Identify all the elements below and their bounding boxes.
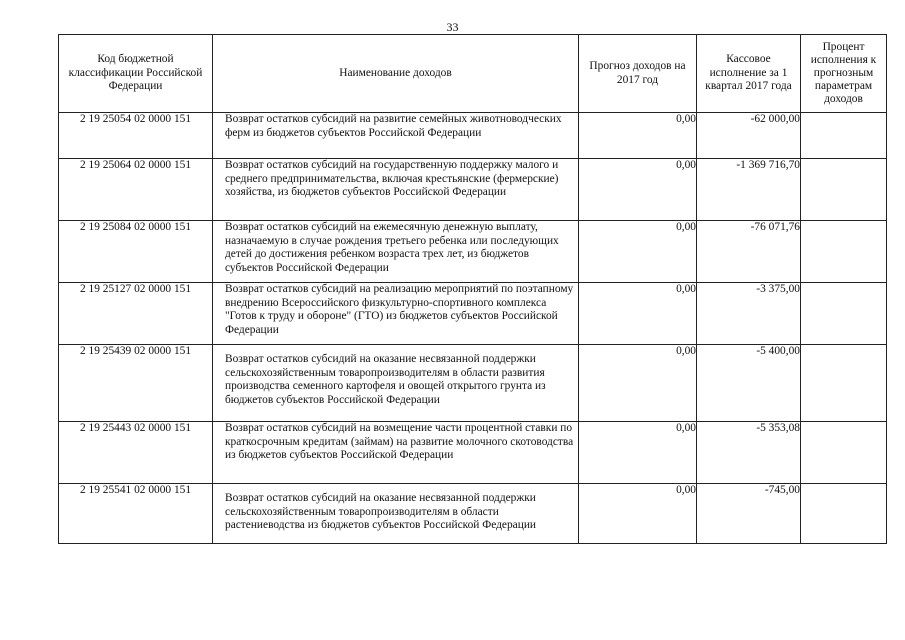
- row-code: 2 19 25084 02 0000 151: [59, 221, 213, 283]
- table-row: [59, 113, 887, 159]
- row-name: Возврат остатков субсидий на государственную поддержку малого и среднего предпринимательства, включая крестьянские (фермерские) хозяйства, из бюджетов субъектов Российской Федерации: [225, 159, 559, 198]
- row-name: Возврат остатков субсидий на оказание несвязанной поддержки сельскохозяйственным товаропроизводителям в области развития производства семенного картофеля и овощей открытого грунта из бюджетов субъектов Российской Федерации: [225, 353, 546, 406]
- row-cash: -745,00: [697, 484, 801, 544]
- row-percent: [801, 113, 887, 159]
- row-cash: -5 400,00: [697, 345, 801, 422]
- table-row: [59, 345, 887, 422]
- page-number: 33: [446, 20, 459, 34]
- row-forecast: 0,00: [579, 484, 697, 544]
- row-code: 2 19 25443 02 0000 151: [59, 422, 213, 484]
- header-name: Наименование доходов: [213, 35, 579, 113]
- row-code: 2 19 25054 02 0000 151: [59, 113, 213, 159]
- header-forecast: Прогноз доходов на 2017 год: [579, 35, 697, 113]
- row-code: 2 19 25439 02 0000 151: [59, 345, 213, 422]
- row-name: Возврат остатков субсидий на реализацию мероприятий по поэтапному внедрению Всероссийского физкультурно-спортивного комплекса "Готов к труду и обороне" (ГТО) из бюджетов субъектов Российской Федерации: [225, 283, 574, 336]
- row-name: Возврат остатков субсидий на оказание несвязанной поддержки сельскохозяйственным товаропроизводителям в области растениеводства из бюджетов субъектов Российской Федерации: [225, 492, 537, 531]
- row-code: 2 19 25127 02 0000 151: [59, 283, 213, 345]
- table-row: [59, 422, 887, 484]
- row-cash: -5 353,08: [697, 422, 801, 484]
- revenue-table: [58, 34, 887, 544]
- row-percent: [801, 221, 887, 283]
- row-percent: [801, 422, 887, 484]
- row-forecast: 0,00: [579, 159, 697, 221]
- row-cash: -3 375,00: [697, 283, 801, 345]
- row-percent: [801, 159, 887, 221]
- row-forecast: 0,00: [579, 221, 697, 283]
- row-cash: -62 000,00: [697, 113, 801, 159]
- table-row: [59, 283, 887, 345]
- row-cash: -1 369 716,70: [697, 159, 801, 221]
- row-percent: [801, 345, 887, 422]
- row-cash: -76 071,76: [697, 221, 801, 283]
- header-code: Код бюджетной классификации Российской Федерации: [59, 35, 213, 113]
- row-code: 2 19 25541 02 0000 151: [59, 484, 213, 544]
- row-percent: [801, 484, 887, 544]
- table-row: [59, 484, 887, 544]
- table-header-row: [59, 35, 887, 113]
- row-forecast: 0,00: [579, 345, 697, 422]
- row-forecast: 0,00: [579, 422, 697, 484]
- row-percent: [801, 283, 887, 345]
- row-name: Возврат остатков субсидий на ежемесячную денежную выплату, назначаемую в случае рождения третьего ребенка или последующих детей до достижения ребенком возраста трех лет, из бюджетов субъектов Российской Федерации: [225, 221, 559, 274]
- row-name: Возврат остатков субсидий на возмещение части процентной ставки по краткосрочным кредитам (займам) на развитие молочного скотоводства из бюджетов субъектов Российской Федерации: [225, 422, 574, 461]
- header-cash: Кассовое исполнение за 1 квартал 2017 года: [697, 35, 801, 113]
- table-row: [59, 159, 887, 221]
- row-name: Возврат остатков субсидий на развитие семейных животноводческих ферм из бюджетов субъектов Российской Федерации: [225, 113, 562, 139]
- row-forecast: 0,00: [579, 283, 697, 345]
- row-forecast: 0,00: [579, 113, 697, 159]
- header-percent: Процент исполнения к прогнозным параметрам доходов: [801, 35, 887, 113]
- table-row: [59, 221, 887, 283]
- row-code: 2 19 25064 02 0000 151: [59, 159, 213, 221]
